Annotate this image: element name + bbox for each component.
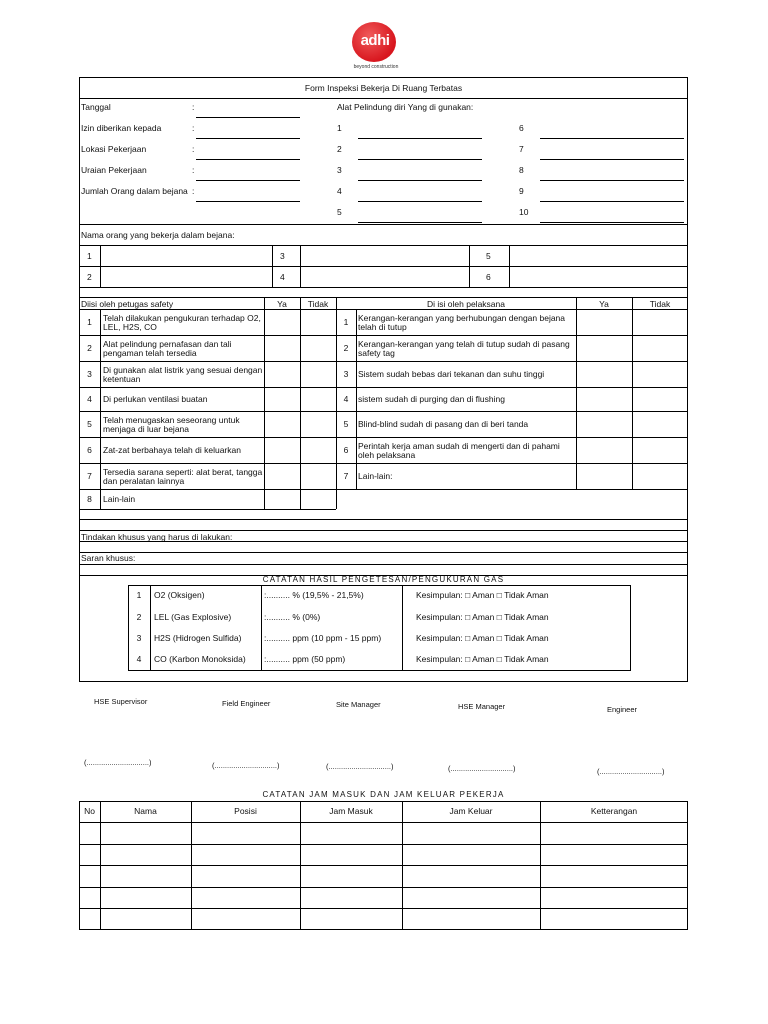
checklist-item-no: 2 bbox=[343, 343, 349, 353]
apd-number: 2 bbox=[337, 144, 342, 154]
checklist-item-no: 4 bbox=[343, 394, 349, 404]
checklist-item-no: 6 bbox=[343, 445, 349, 455]
row-divider bbox=[79, 908, 688, 909]
checklist-item-text: Lain-lain bbox=[103, 494, 136, 504]
checklist-tidak-cell[interactable] bbox=[301, 310, 335, 334]
apd-number: 6 bbox=[519, 123, 524, 133]
gas-name: O2 (Oksigen) bbox=[154, 590, 205, 600]
field-label: Uraian Pekerjaan bbox=[81, 165, 147, 175]
signature-line[interactable]: (..............................) bbox=[448, 764, 516, 773]
company-logo bbox=[350, 22, 400, 60]
field-label: Lokasi Pekerjaan bbox=[81, 144, 147, 154]
gas-name: CO (Karbon Monoksida) bbox=[154, 654, 246, 664]
checklist-ya-cell[interactable] bbox=[577, 362, 631, 386]
attendance-header: No bbox=[84, 806, 95, 816]
checklist-tidak-cell[interactable] bbox=[633, 336, 687, 360]
checklist-tidak-cell[interactable] bbox=[301, 362, 335, 386]
apd-number: 10 bbox=[519, 207, 529, 217]
checklist-tidak-cell[interactable] bbox=[301, 490, 335, 508]
checklist-item-text: Alat pelindung pernafasan dan tali pengaman telah tersedia bbox=[103, 338, 232, 358]
apd-input-line[interactable] bbox=[540, 180, 684, 181]
checklist-item-no: 2 bbox=[87, 343, 92, 353]
checklist-item-text: Kerangan-kerangan yang telah di tutup sudah di pasang safety tag bbox=[358, 338, 570, 358]
checklist-item-no: 7 bbox=[343, 471, 349, 481]
gas-kesimpulan[interactable]: Kesimpulan: □ Aman □ Tidak Aman bbox=[416, 654, 549, 664]
gas-row-no: 1 bbox=[136, 590, 142, 600]
gas-value[interactable]: :.......... ppm (10 ppm - 15 ppm) bbox=[264, 633, 382, 643]
checklist-tidak-cell[interactable] bbox=[301, 388, 335, 410]
checklist-item-no: 3 bbox=[343, 369, 349, 379]
signature-line[interactable]: (..............................) bbox=[326, 762, 394, 771]
checklist-ya-cell[interactable] bbox=[265, 336, 299, 360]
row-divider bbox=[79, 865, 688, 866]
signature-role: Site Manager bbox=[336, 700, 381, 709]
checklist-item-no: 5 bbox=[343, 419, 349, 429]
row-divider bbox=[79, 887, 688, 888]
signature-line[interactable]: (..............................) bbox=[84, 758, 152, 767]
checklist-tidak-cell[interactable] bbox=[633, 412, 687, 436]
apd-title: Alat Pelindung diri Yang di gunakan: bbox=[337, 102, 474, 112]
checklist-item-no: 3 bbox=[87, 369, 92, 379]
checklist-item-text: Telah dilakukan pengukuran terhadap O2, LEL, H2S, CO bbox=[103, 312, 261, 332]
checklist-ya-cell[interactable] bbox=[265, 388, 299, 410]
checklist-item-text: Kerangan-kerangan yang berhubungan dengan bejana telah di tutup bbox=[358, 312, 566, 332]
checklist-item-text: Telah menugaskan seseorang untuk menjaga di luar bejana bbox=[103, 414, 240, 434]
logo-text: adhi bbox=[360, 32, 390, 49]
worker-no: 1 bbox=[87, 251, 92, 261]
apd-input-line[interactable] bbox=[540, 201, 684, 202]
workers-title: Nama orang yang bekerja dalam bejana: bbox=[81, 230, 235, 240]
worker-no: 6 bbox=[486, 272, 491, 282]
form-title: Form Inspeksi Bekerja Di Ruang Terbatas bbox=[304, 83, 463, 93]
row-divider bbox=[336, 489, 688, 490]
logo-tagline: beyond construction bbox=[353, 64, 399, 70]
apd-input-line[interactable] bbox=[358, 180, 482, 181]
checklist-tidak-header: Tidak bbox=[307, 299, 329, 309]
apd-number: 3 bbox=[337, 165, 342, 175]
checklist-right-header: Di isi oleh pelaksana bbox=[427, 299, 505, 309]
gas-kesimpulan[interactable]: Kesimpulan: □ Aman □ Tidak Aman bbox=[416, 612, 549, 622]
checklist-item-text: Di gunakan alat listrik yang sesuai dengan ketentuan bbox=[103, 364, 263, 384]
gas-name: LEL (Gas Explosive) bbox=[154, 612, 232, 622]
checklist-ya-cell[interactable] bbox=[265, 490, 299, 508]
field-colon: : bbox=[192, 144, 195, 154]
gas-row-no: 4 bbox=[136, 654, 142, 664]
checklist-tidak-cell[interactable] bbox=[633, 464, 687, 488]
field-input-line[interactable] bbox=[196, 117, 300, 118]
apd-input-line[interactable] bbox=[358, 159, 482, 160]
checklist-item-no: 5 bbox=[87, 419, 92, 429]
checklist-tidak-cell[interactable] bbox=[633, 362, 687, 386]
field-input-line[interactable] bbox=[196, 180, 300, 181]
apd-number: 9 bbox=[519, 186, 524, 196]
row-divider bbox=[79, 844, 688, 845]
gas-row-no: 2 bbox=[136, 612, 142, 622]
checklist-item-text: Blind-blind sudah di pasang dan di beri tanda bbox=[358, 419, 529, 429]
attendance-header: Posisi bbox=[234, 806, 257, 816]
apd-number: 4 bbox=[337, 186, 342, 196]
checklist-ya-cell[interactable] bbox=[577, 310, 631, 334]
field-label: Jumlah Orang dalam bejana bbox=[81, 186, 188, 196]
signature-role: Engineer bbox=[607, 705, 638, 714]
gas-value[interactable]: :.......... ppm (50 ppm) bbox=[264, 654, 346, 664]
checklist-item-text: Di perlukan ventilasi buatan bbox=[103, 394, 208, 404]
checklist-item-no: 7 bbox=[87, 471, 92, 481]
checklist-tidak-cell[interactable] bbox=[633, 438, 687, 462]
row-divider bbox=[79, 822, 688, 823]
checklist-tidak-cell[interactable] bbox=[301, 438, 335, 462]
field-colon: : bbox=[192, 186, 195, 196]
attendance-header: Jam Keluar bbox=[449, 806, 493, 816]
signature-line[interactable]: (..............................) bbox=[212, 761, 280, 770]
checklist-item-no: 1 bbox=[87, 317, 92, 327]
checklist-ya-cell[interactable] bbox=[265, 464, 299, 488]
worker-no: 4 bbox=[280, 272, 285, 282]
attendance-header: Nama bbox=[134, 806, 157, 816]
checklist-tidak-cell[interactable] bbox=[633, 388, 687, 410]
checklist-item-no: 4 bbox=[87, 394, 92, 404]
field-input-line[interactable] bbox=[196, 159, 300, 160]
checklist-ya-cell[interactable] bbox=[265, 412, 299, 436]
checklist-left-header: Diisi oleh petugas safety bbox=[81, 299, 174, 309]
apd-input-line[interactable] bbox=[540, 138, 684, 139]
saran-label: Saran khusus: bbox=[81, 553, 136, 563]
worker-no: 5 bbox=[486, 251, 491, 261]
field-input-line[interactable] bbox=[196, 201, 300, 202]
gas-row-no: 3 bbox=[136, 633, 142, 643]
gas-value[interactable]: :.......... % (19,5% - 21,5%) bbox=[264, 590, 364, 600]
col-divider bbox=[356, 309, 357, 489]
apd-input-line[interactable] bbox=[358, 201, 482, 202]
checklist-tidak-header-right: Tidak bbox=[649, 299, 671, 309]
field-colon: : bbox=[192, 102, 195, 112]
attendance-header: Jam Masuk bbox=[329, 806, 373, 816]
checklist-tidak-cell[interactable] bbox=[301, 412, 335, 436]
signature-line[interactable]: (..............................) bbox=[597, 767, 665, 776]
apd-input-line[interactable] bbox=[540, 222, 684, 223]
checklist-item-text: Tersedia sarana seperti: alat berat, tangga dan peralatan lainnya bbox=[103, 466, 263, 486]
apd-number: 8 bbox=[519, 165, 524, 175]
gas-name: H2S (Hidrogen Sulfida) bbox=[154, 633, 242, 643]
worker-no: 2 bbox=[87, 272, 92, 282]
signature-role: HSE Supervisor bbox=[94, 697, 148, 706]
checklist-item-text: Zat-zat berbahaya telah di keluarkan bbox=[103, 445, 241, 455]
field-label: Tanggal bbox=[81, 102, 111, 112]
apd-input-line[interactable] bbox=[358, 222, 482, 223]
gas-kesimpulan[interactable]: Kesimpulan: □ Aman □ Tidak Aman bbox=[416, 633, 549, 643]
row-divider bbox=[79, 509, 336, 510]
apd-number: 1 bbox=[337, 123, 342, 133]
col-divider bbox=[100, 309, 101, 509]
apd-input-line[interactable] bbox=[540, 159, 684, 160]
gas-value[interactable]: :.......... % (0%) bbox=[264, 612, 321, 622]
checklist-item-text: Perintah kerja aman sudah di mengerti dan di pahami oleh pelaksana bbox=[358, 440, 560, 460]
checklist-ya-header-right: Ya bbox=[599, 299, 609, 309]
gas-section-title: CATATAN HASIL PENGETESAN/PENGUKURAN GAS bbox=[262, 575, 505, 584]
checklist-ya-cell[interactable] bbox=[577, 412, 631, 436]
checklist-ya-cell[interactable] bbox=[577, 464, 631, 488]
field-colon: : bbox=[192, 165, 195, 175]
tindakan-label: Tindakan khusus yang harus di lakukan: bbox=[81, 532, 233, 542]
attendance-title: CATATAN JAM MASUK DAN JAM KELUAR PEKERJA bbox=[262, 790, 505, 799]
checklist-tidak-cell[interactable] bbox=[301, 464, 335, 488]
attendance-header: Ketterangan bbox=[590, 806, 638, 816]
checklist-ya-cell[interactable] bbox=[577, 388, 631, 410]
checklist-item-text: Lain-lain: bbox=[358, 471, 393, 481]
field-label: Izin diberikan kepada bbox=[81, 123, 162, 133]
apd-number: 7 bbox=[519, 144, 524, 154]
checklist-item-text: Sistem sudah bebas dari tekanan dan suhu tinggi bbox=[358, 369, 545, 379]
checklist-item-no: 8 bbox=[87, 494, 92, 504]
signature-role: Field Engineer bbox=[222, 699, 271, 708]
signature-role: HSE Manager bbox=[458, 702, 506, 711]
checklist-ya-cell[interactable] bbox=[265, 438, 299, 462]
checklist-item-text: sistem sudah di purging dan di flushing bbox=[358, 394, 505, 404]
checklist-item-no: 1 bbox=[343, 317, 349, 327]
field-input-line[interactable] bbox=[196, 138, 300, 139]
checklist-item-no: 6 bbox=[87, 445, 92, 455]
checklist-ya-cell[interactable] bbox=[577, 438, 631, 462]
checklist-tidak-cell[interactable] bbox=[633, 310, 687, 334]
apd-number: 5 bbox=[337, 207, 342, 217]
checklist-ya-cell[interactable] bbox=[265, 310, 299, 334]
checklist-ya-cell[interactable] bbox=[577, 336, 631, 360]
checklist-ya-header: Ya bbox=[277, 299, 287, 309]
gas-kesimpulan[interactable]: Kesimpulan: □ Aman □ Tidak Aman bbox=[416, 590, 549, 600]
apd-input-line[interactable] bbox=[358, 138, 482, 139]
checklist-ya-cell[interactable] bbox=[265, 362, 299, 386]
field-colon: : bbox=[192, 123, 195, 133]
worker-no: 3 bbox=[280, 251, 285, 261]
checklist-tidak-cell[interactable] bbox=[301, 336, 335, 360]
